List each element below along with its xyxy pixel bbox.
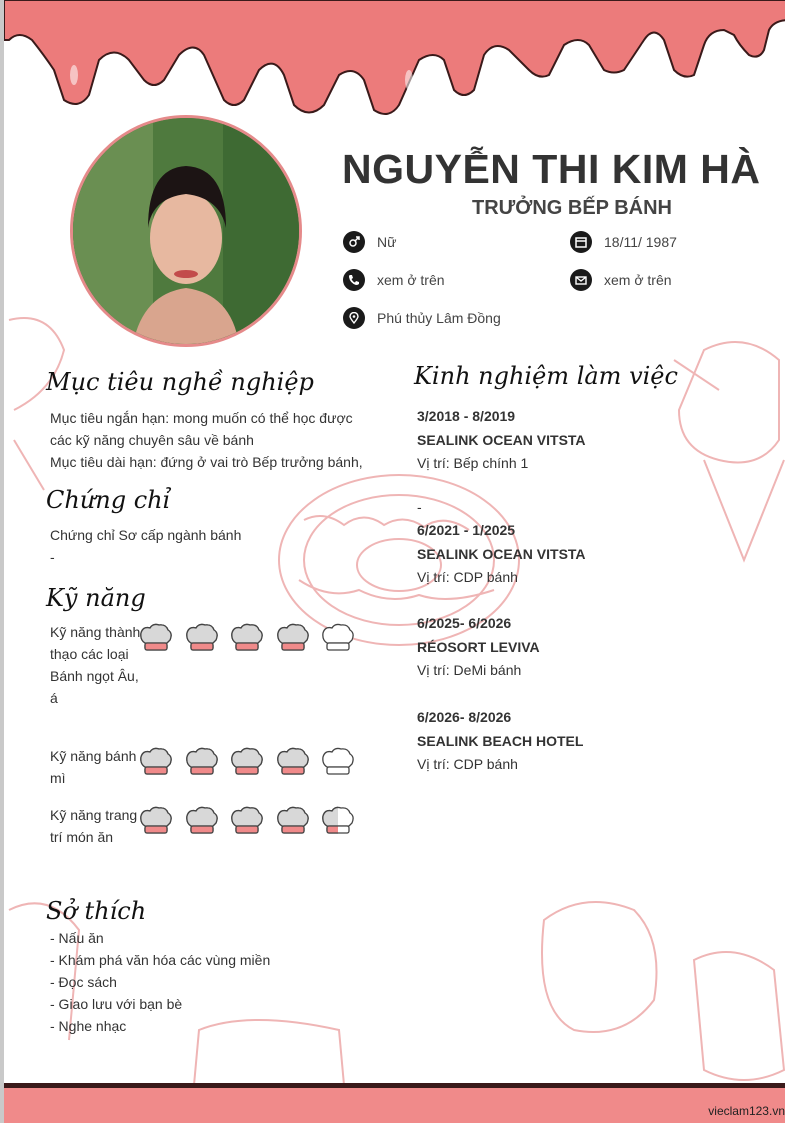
chef-hat-rating-icon [185, 804, 219, 838]
brand-link[interactable]: vieclam123.vn [708, 1104, 785, 1118]
experience-role: Vị trí: Bếp chính 1 [417, 455, 529, 471]
hobby-item: - Nấu ăn [50, 930, 104, 946]
hobbies-heading: Sở thích [46, 897, 147, 925]
hobby-item: - Giao lưu với bạn bè [50, 996, 183, 1012]
skill-label: Kỹ năng trang trí món ăn [50, 807, 138, 845]
phone-icon [343, 269, 365, 291]
calendar-icon [570, 231, 592, 253]
experience-role: Vị trí: DeMi bánh [417, 662, 522, 678]
skill-label: Kỹ năng bánh mì [50, 748, 137, 786]
chef-hat-rating-icon [230, 804, 264, 838]
email-icon [570, 269, 592, 291]
chef-hat-rating-icon [276, 804, 310, 838]
certificate-item: Chứng chỉ Sơ cấp ngành bánh [50, 527, 242, 543]
certificates-heading: Chứng chỉ [46, 486, 171, 514]
experience-role: Vị trí: CDP bánh [417, 756, 518, 772]
experience-date: 3/2018 - 8/2019 [417, 408, 516, 424]
experience-date: 6/2025- 6/2026 [417, 615, 512, 631]
skill-label: Kỹ năng thành thạo các loại Bánh ngọt Âu, á [50, 624, 141, 706]
objective-line: Mục tiêu dài hạn: đứng ở vai trò Bếp trưởng bánh, [50, 454, 363, 470]
gender-row [343, 231, 396, 253]
chef-hat-rating-icon [185, 745, 219, 779]
candidate-name: NGUYỄN THI KIM HÀ [342, 146, 761, 192]
experience-company: SEALINK BEACH HOTEL [417, 733, 584, 749]
experience-heading: Kinh nghiệm làm việc [414, 362, 678, 390]
experience-date: 6/2026- 8/2026 [417, 709, 512, 725]
experience-role: Vị trí: CDP bánh [417, 569, 518, 585]
address-row [343, 307, 501, 329]
chef-hat-rating-icon [230, 621, 264, 655]
hobby-item: - Nghe nhạc [50, 1018, 127, 1034]
location-pin-icon [343, 307, 365, 329]
job-title: TRƯỞNG BẾP BÁNH [472, 197, 672, 219]
footer-band [4, 1083, 785, 1123]
skills-heading: Kỹ năng [46, 584, 146, 612]
chef-hat-rating-icon [321, 745, 355, 779]
experience-company: SEALINK OCEAN VITSTA [417, 546, 586, 562]
experience-company: RÉOSORT LEVIVA [417, 639, 540, 655]
experience-company: SEALINK OCEAN VITSTA [417, 432, 586, 448]
chef-hat-rating-icon [139, 745, 173, 779]
email-value: xem ở trên [604, 272, 672, 288]
profile-photo [70, 115, 302, 347]
address-value: Phú thủy Lâm Đồng [377, 310, 501, 326]
gender-icon [343, 231, 365, 253]
chef-hat-rating-icon [230, 745, 264, 779]
birthday-row [570, 231, 677, 253]
chef-hat-rating-icon [276, 621, 310, 655]
objective-line: Mục tiêu ngắn hạn: mong muốn có thể học được [50, 410, 353, 426]
chef-hat-rating-icon [321, 804, 355, 838]
birthday-value: 18/11/ 1987 [604, 234, 677, 250]
gender-value: Nữ [377, 234, 397, 250]
experience-separator: - [417, 499, 422, 515]
email-row [570, 269, 672, 291]
hobby-item: - Đọc sách [50, 974, 117, 990]
chef-hat-rating-icon [139, 621, 173, 655]
phone-value: xem ở trên [377, 272, 445, 288]
chef-hat-rating-icon [139, 804, 173, 838]
chef-hat-rating-icon [185, 621, 219, 655]
objective-heading: Mục tiêu nghề nghiệp [46, 368, 314, 396]
footer-pink-stripe [4, 1088, 785, 1123]
phone-row [343, 269, 445, 291]
experience-date: 6/2021 - 1/2025 [417, 522, 516, 538]
icing-drips [4, 0, 785, 150]
certificate-item: - [50, 549, 55, 565]
hobby-item: - Khám phá văn hóa các vùng miền [50, 952, 271, 968]
objective-line: các kỹ năng chuyên sâu về bánh [50, 432, 254, 448]
chef-hat-rating-icon [321, 621, 355, 655]
chef-hat-rating-icon [276, 745, 310, 779]
